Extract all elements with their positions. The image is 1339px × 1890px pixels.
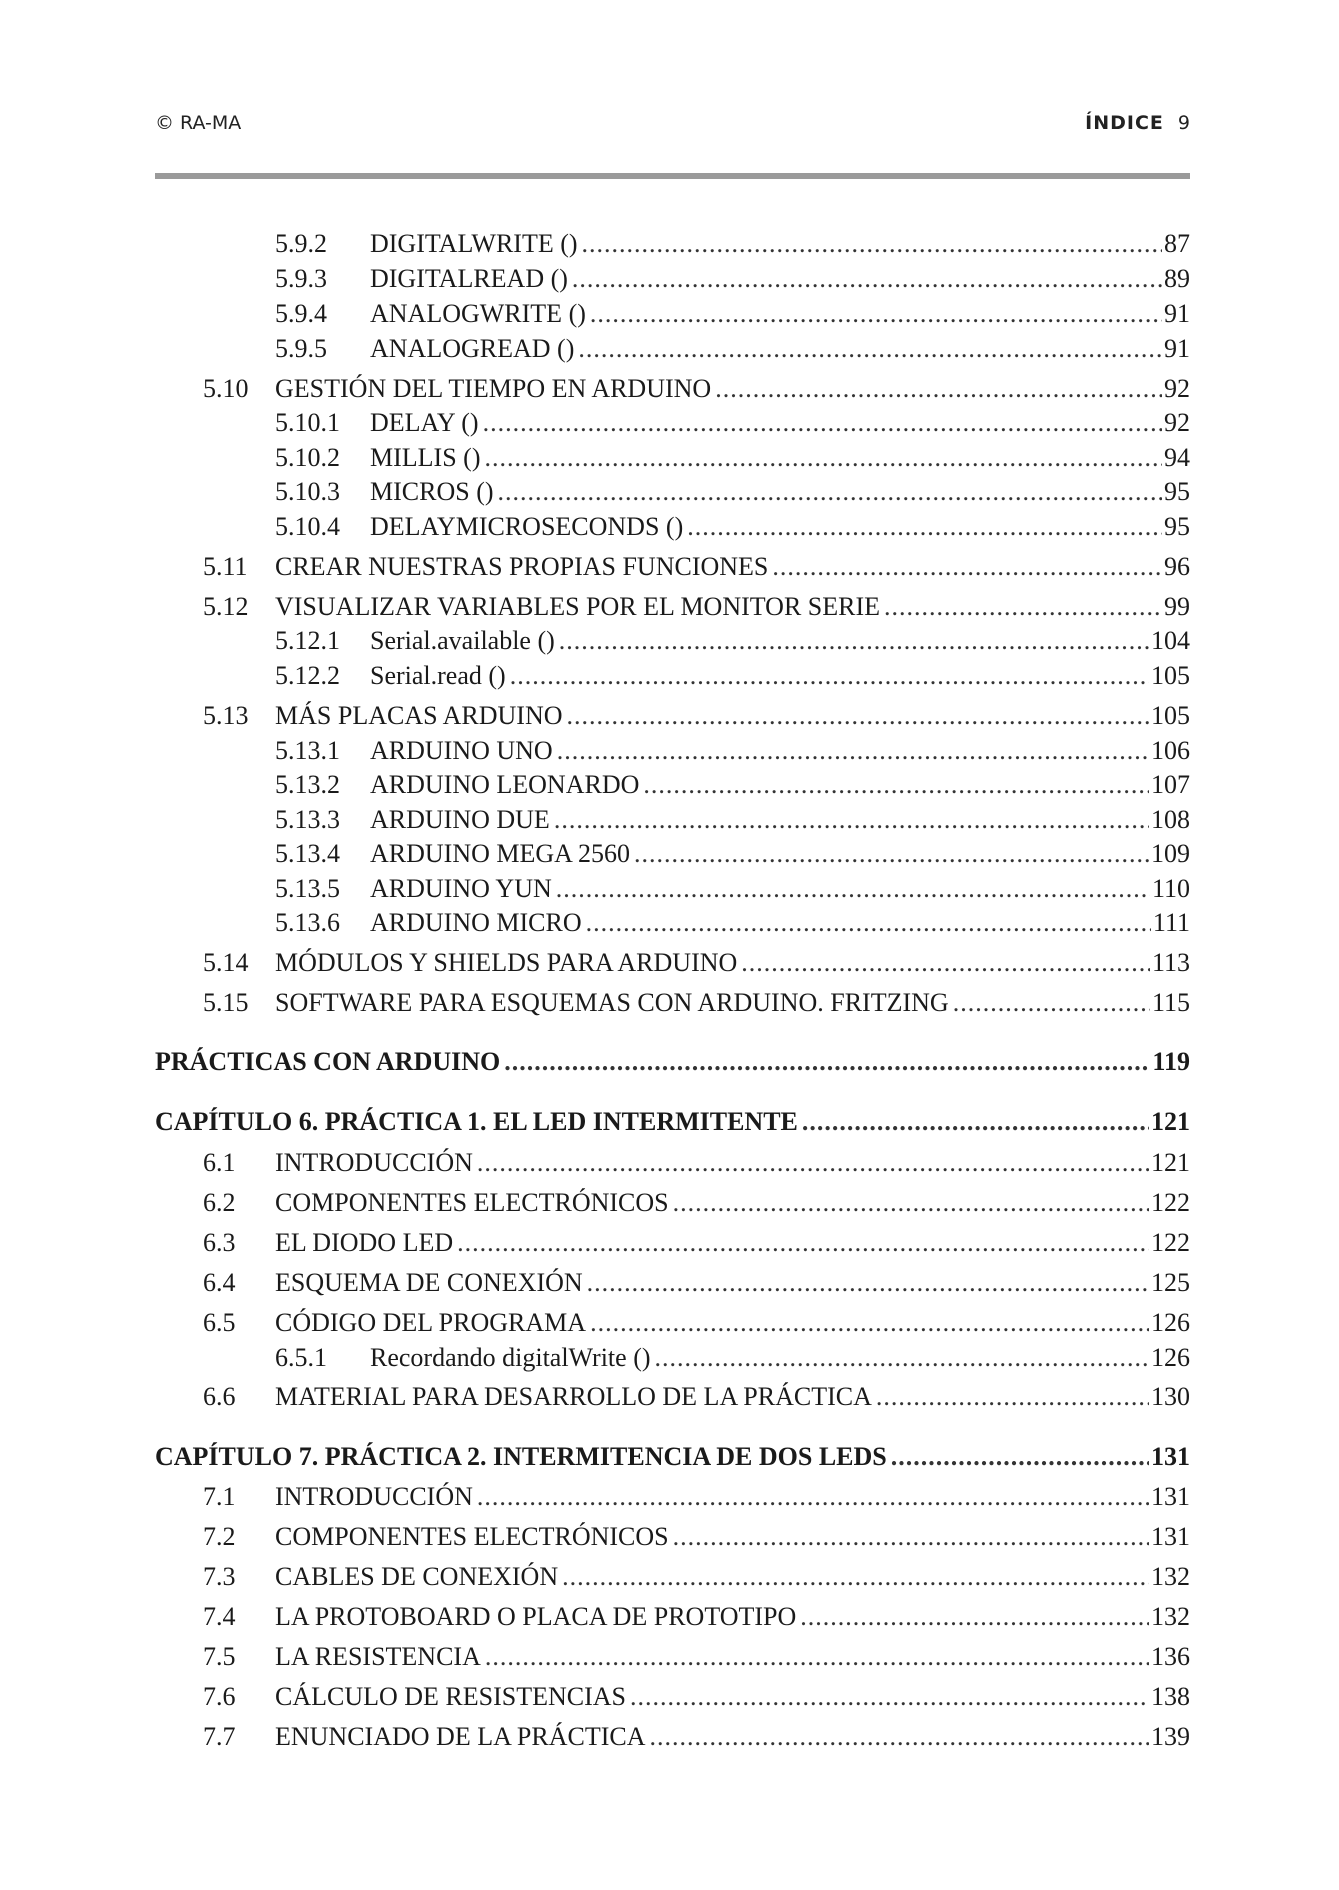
dot-leader xyxy=(587,1267,1149,1299)
toc-entry[interactable] xyxy=(155,987,1190,1019)
dot-leader xyxy=(630,1681,1149,1713)
toc-page: 132 xyxy=(1151,1602,1190,1631)
toc-entry[interactable] xyxy=(155,625,1190,657)
dot-leader xyxy=(586,907,1151,939)
toc-page: 113 xyxy=(1151,948,1190,977)
toc-number: 5.9.5 xyxy=(275,334,327,363)
toc-number: 5.12 xyxy=(203,592,249,621)
toc-number: 6.5 xyxy=(203,1308,236,1337)
header-rule xyxy=(155,173,1190,179)
toc-number: 7.3 xyxy=(203,1562,236,1591)
toc-page: 131 xyxy=(1151,1442,1190,1471)
toc-entry[interactable] xyxy=(155,1307,1190,1339)
dot-leader xyxy=(687,511,1162,543)
toc-entry[interactable] xyxy=(155,1381,1190,1413)
toc-title: ARDUINO UNO xyxy=(370,736,553,765)
toc-entry[interactable] xyxy=(155,660,1190,692)
toc-title: COMPONENTES ELECTRÓNICOS xyxy=(275,1522,669,1551)
toc-title: GESTIÓN DEL TIEMPO EN ARDUINO xyxy=(275,374,712,403)
toc-title: CAPÍTULO 6. PRÁCTICA 1. EL LED INTERMITENTE xyxy=(155,1107,798,1136)
toc-number: 5.12.1 xyxy=(275,626,340,655)
toc-number: 7.1 xyxy=(203,1482,236,1511)
toc-entry[interactable] xyxy=(155,838,1190,870)
toc-page: 110 xyxy=(1151,874,1190,903)
toc-page: 108 xyxy=(1151,805,1190,834)
toc-title: CREAR NUESTRAS PROPIAS FUNCIONES xyxy=(275,552,769,581)
dot-leader xyxy=(484,442,1162,474)
toc-entry[interactable] xyxy=(155,373,1190,405)
toc-title: ENUNCIADO DE LA PRÁCTICA xyxy=(275,1722,646,1751)
toc-number: 5.10.4 xyxy=(275,512,340,541)
toc-title: DELAYMICROSECONDS () xyxy=(370,512,684,541)
toc-title: ARDUINO YUN xyxy=(370,874,552,903)
toc-title: ARDUINO LEONARDO xyxy=(370,770,640,799)
toc-entry[interactable] xyxy=(155,1521,1190,1553)
toc-page: 111 xyxy=(1152,908,1190,937)
toc-number: 5.10.3 xyxy=(275,477,340,506)
toc-entry[interactable] xyxy=(155,1227,1190,1259)
toc-entry[interactable] xyxy=(155,407,1190,439)
toc-entry[interactable] xyxy=(155,1187,1190,1219)
toc-number: 5.13.6 xyxy=(275,908,340,937)
toc-entry[interactable] xyxy=(155,511,1190,543)
toc-chapter-heading[interactable] xyxy=(155,1441,1190,1473)
toc-page: 121 xyxy=(1151,1107,1190,1136)
toc-entry[interactable] xyxy=(155,263,1190,295)
dot-leader xyxy=(567,700,1150,732)
dot-leader xyxy=(554,804,1149,836)
toc-entry[interactable] xyxy=(155,700,1190,732)
toc-title: DIGITALREAD () xyxy=(370,264,568,293)
toc-page: 109 xyxy=(1151,839,1190,868)
toc-page: 139 xyxy=(1151,1722,1190,1751)
dot-leader xyxy=(643,769,1149,801)
toc-page: 89 xyxy=(1164,264,1190,293)
toc-entry[interactable] xyxy=(155,1342,1190,1374)
dot-leader xyxy=(772,551,1162,583)
toc-page: 99 xyxy=(1164,592,1190,621)
toc-page: 106 xyxy=(1151,736,1190,765)
toc-title: LA PROTOBOARD O PLACA DE PROTOTIPO xyxy=(275,1602,797,1631)
dot-leader xyxy=(477,1147,1149,1179)
toc-entry[interactable] xyxy=(155,804,1190,836)
toc-page: 136 xyxy=(1151,1642,1190,1671)
toc-page: 122 xyxy=(1151,1228,1190,1257)
toc-entry[interactable] xyxy=(155,442,1190,474)
dot-leader xyxy=(457,1227,1149,1259)
running-header xyxy=(155,112,1190,146)
toc-page: 96 xyxy=(1164,552,1190,581)
dot-leader xyxy=(559,625,1149,657)
toc-entry[interactable] xyxy=(155,873,1190,905)
toc-page: 87 xyxy=(1164,229,1190,258)
toc-entry[interactable] xyxy=(155,591,1190,623)
toc-page: 126 xyxy=(1151,1343,1190,1372)
dot-leader xyxy=(483,407,1162,439)
toc-number: 5.13.2 xyxy=(275,770,340,799)
toc-title: VISUALIZAR VARIABLES POR EL MONITOR SERIE xyxy=(275,592,881,621)
toc-part-heading[interactable] xyxy=(155,1046,1190,1078)
toc-title: INTRODUCCIÓN xyxy=(275,1148,473,1177)
toc-entry[interactable] xyxy=(155,1681,1190,1713)
toc-number: 6.3 xyxy=(203,1228,236,1257)
toc-title: EL DIODO LED xyxy=(275,1228,454,1257)
section-title: ÍNDICE xyxy=(1085,112,1164,134)
toc-number: 5.11 xyxy=(203,552,248,581)
toc-page: 115 xyxy=(1151,988,1190,1017)
toc-number: 5.9.3 xyxy=(275,264,327,293)
dot-leader xyxy=(477,1481,1149,1513)
toc-number: 7.6 xyxy=(203,1682,236,1711)
toc-title: MILLIS () xyxy=(370,443,481,472)
page-number: 9 xyxy=(1177,112,1190,134)
toc-entry[interactable] xyxy=(155,735,1190,767)
dot-leader xyxy=(876,1381,1149,1413)
toc-title: ANALOGREAD () xyxy=(370,334,575,363)
toc-entry[interactable] xyxy=(155,769,1190,801)
toc-entry[interactable] xyxy=(155,333,1190,365)
toc-title: ARDUINO MICRO xyxy=(370,908,582,937)
toc-title: SOFTWARE PARA ESQUEMAS CON ARDUINO. FRITZING xyxy=(275,988,949,1017)
dot-leader xyxy=(557,735,1149,767)
toc-entry[interactable] xyxy=(155,551,1190,583)
toc-number: 5.9.4 xyxy=(275,299,327,328)
toc-title: ARDUINO MEGA 2560 xyxy=(370,839,630,868)
toc-page: 94 xyxy=(1164,443,1190,472)
toc-title: CÁLCULO DE RESISTENCIAS xyxy=(275,1682,627,1711)
toc-page: 92 xyxy=(1164,408,1190,437)
toc-number: 5.13.4 xyxy=(275,839,340,868)
toc-title: MÁS PLACAS ARDUINO xyxy=(275,701,563,730)
toc-page: 105 xyxy=(1151,701,1190,730)
header-right xyxy=(1085,112,1190,134)
toc-number: 5.14 xyxy=(203,948,249,977)
toc-title: CAPÍTULO 7. PRÁCTICA 2. INTERMITENCIA DE DOS LEDS xyxy=(155,1442,887,1471)
toc-chapter-heading[interactable] xyxy=(155,1106,1190,1138)
toc-title: CABLES DE CONEXIÓN xyxy=(275,1562,559,1591)
toc-page: 91 xyxy=(1164,334,1190,363)
toc-title: DELAY () xyxy=(370,408,479,437)
toc-page: 95 xyxy=(1164,477,1190,506)
dot-leader xyxy=(800,1601,1149,1633)
toc-page: 105 xyxy=(1151,661,1190,690)
toc-number: 5.13.3 xyxy=(275,805,340,834)
toc-page: 131 xyxy=(1151,1482,1190,1511)
toc-number: 6.1 xyxy=(203,1148,236,1177)
toc-number: 7.5 xyxy=(203,1642,236,1671)
toc-entry[interactable] xyxy=(155,1601,1190,1633)
toc-entry[interactable] xyxy=(155,1641,1190,1673)
toc-entry[interactable] xyxy=(155,1721,1190,1753)
dot-leader xyxy=(741,947,1150,979)
dot-leader xyxy=(650,1721,1150,1753)
toc-number: 5.10.1 xyxy=(275,408,340,437)
dot-leader xyxy=(634,838,1149,870)
toc-title: ESQUEMA DE CONEXIÓN xyxy=(275,1268,583,1297)
toc-title: MATERIAL PARA DESARROLLO DE LA PRÁCTICA xyxy=(275,1382,872,1411)
toc-number: 5.10.2 xyxy=(275,443,340,472)
toc-entry[interactable] xyxy=(155,1147,1190,1179)
toc-entry[interactable] xyxy=(155,476,1190,508)
dot-leader xyxy=(510,660,1149,692)
dot-leader xyxy=(582,228,1162,260)
toc-page: 132 xyxy=(1151,1562,1190,1591)
toc-number: 5.12.2 xyxy=(275,661,340,690)
toc-title: Recordando digitalWrite () xyxy=(370,1343,651,1372)
toc-entry[interactable] xyxy=(155,228,1190,260)
toc-number: 7.4 xyxy=(203,1602,236,1631)
toc-page: 131 xyxy=(1151,1522,1190,1551)
toc-number: 6.2 xyxy=(203,1188,236,1217)
toc-number: 5.9.2 xyxy=(275,229,327,258)
toc-title: CÓDIGO DEL PROGRAMA xyxy=(275,1308,587,1337)
toc-number: 5.10 xyxy=(203,374,249,403)
toc-page: 104 xyxy=(1151,626,1190,655)
toc-title: COMPONENTES ELECTRÓNICOS xyxy=(275,1188,669,1217)
toc-number: 6.6 xyxy=(203,1382,236,1411)
dot-leader xyxy=(655,1342,1149,1374)
dot-leader xyxy=(485,1641,1149,1673)
toc-page: 125 xyxy=(1151,1268,1190,1297)
toc-number: 6.5.1 xyxy=(275,1343,327,1372)
toc-page: 119 xyxy=(1152,1047,1190,1076)
dot-leader xyxy=(590,1307,1149,1339)
toc-number: 5.13.5 xyxy=(275,874,340,903)
toc-entry[interactable] xyxy=(155,298,1190,330)
toc-title: MICROS () xyxy=(370,477,494,506)
dot-leader xyxy=(590,298,1162,330)
toc-page: 126 xyxy=(1151,1308,1190,1337)
toc-title: INTRODUCCIÓN xyxy=(275,1482,473,1511)
dot-leader xyxy=(578,333,1162,365)
publisher-mark: © RA-MA xyxy=(155,112,242,134)
dot-leader xyxy=(802,1106,1149,1138)
dot-leader xyxy=(673,1187,1149,1219)
dot-leader xyxy=(572,263,1162,295)
toc-number: 5.13.1 xyxy=(275,736,340,765)
toc-title: MÓDULOS Y SHIELDS PARA ARDUINO xyxy=(275,948,738,977)
toc-page: 130 xyxy=(1151,1382,1190,1411)
dot-leader xyxy=(504,1046,1150,1078)
toc-page: 92 xyxy=(1164,374,1190,403)
toc-entry[interactable] xyxy=(155,1267,1190,1299)
toc-title: DIGITALWRITE () xyxy=(370,229,578,258)
toc-entry[interactable] xyxy=(155,1481,1190,1513)
toc-number: 7.2 xyxy=(203,1522,236,1551)
toc-number: 6.4 xyxy=(203,1268,236,1297)
toc-number: 7.7 xyxy=(203,1722,236,1751)
toc-title: LA RESISTENCIA xyxy=(275,1642,481,1671)
toc-title: ANALOGWRITE () xyxy=(370,299,586,328)
toc-page: 107 xyxy=(1151,770,1190,799)
dot-leader xyxy=(715,373,1162,405)
toc-number: 5.13 xyxy=(203,701,249,730)
toc-page: 95 xyxy=(1164,512,1190,541)
dot-leader xyxy=(891,1441,1149,1473)
toc-title: Serial.available () xyxy=(370,626,555,655)
toc-number: 5.15 xyxy=(203,988,249,1017)
dot-leader xyxy=(556,873,1150,905)
dot-leader xyxy=(884,591,1162,623)
dot-leader xyxy=(562,1561,1149,1593)
toc-title: PRÁCTICAS CON ARDUINO xyxy=(155,1047,501,1076)
dot-leader xyxy=(498,476,1162,508)
toc-page: 138 xyxy=(1151,1682,1190,1711)
toc-entry[interactable] xyxy=(155,1561,1190,1593)
dot-leader xyxy=(953,987,1150,1019)
toc-page: 91 xyxy=(1164,299,1190,328)
toc-page: 121 xyxy=(1151,1148,1190,1177)
toc-title: ARDUINO DUE xyxy=(370,805,550,834)
toc-title: Serial.read () xyxy=(370,661,506,690)
toc-entry[interactable] xyxy=(155,907,1190,939)
toc-page: 122 xyxy=(1151,1188,1190,1217)
toc-entry[interactable] xyxy=(155,947,1190,979)
dot-leader xyxy=(673,1521,1149,1553)
